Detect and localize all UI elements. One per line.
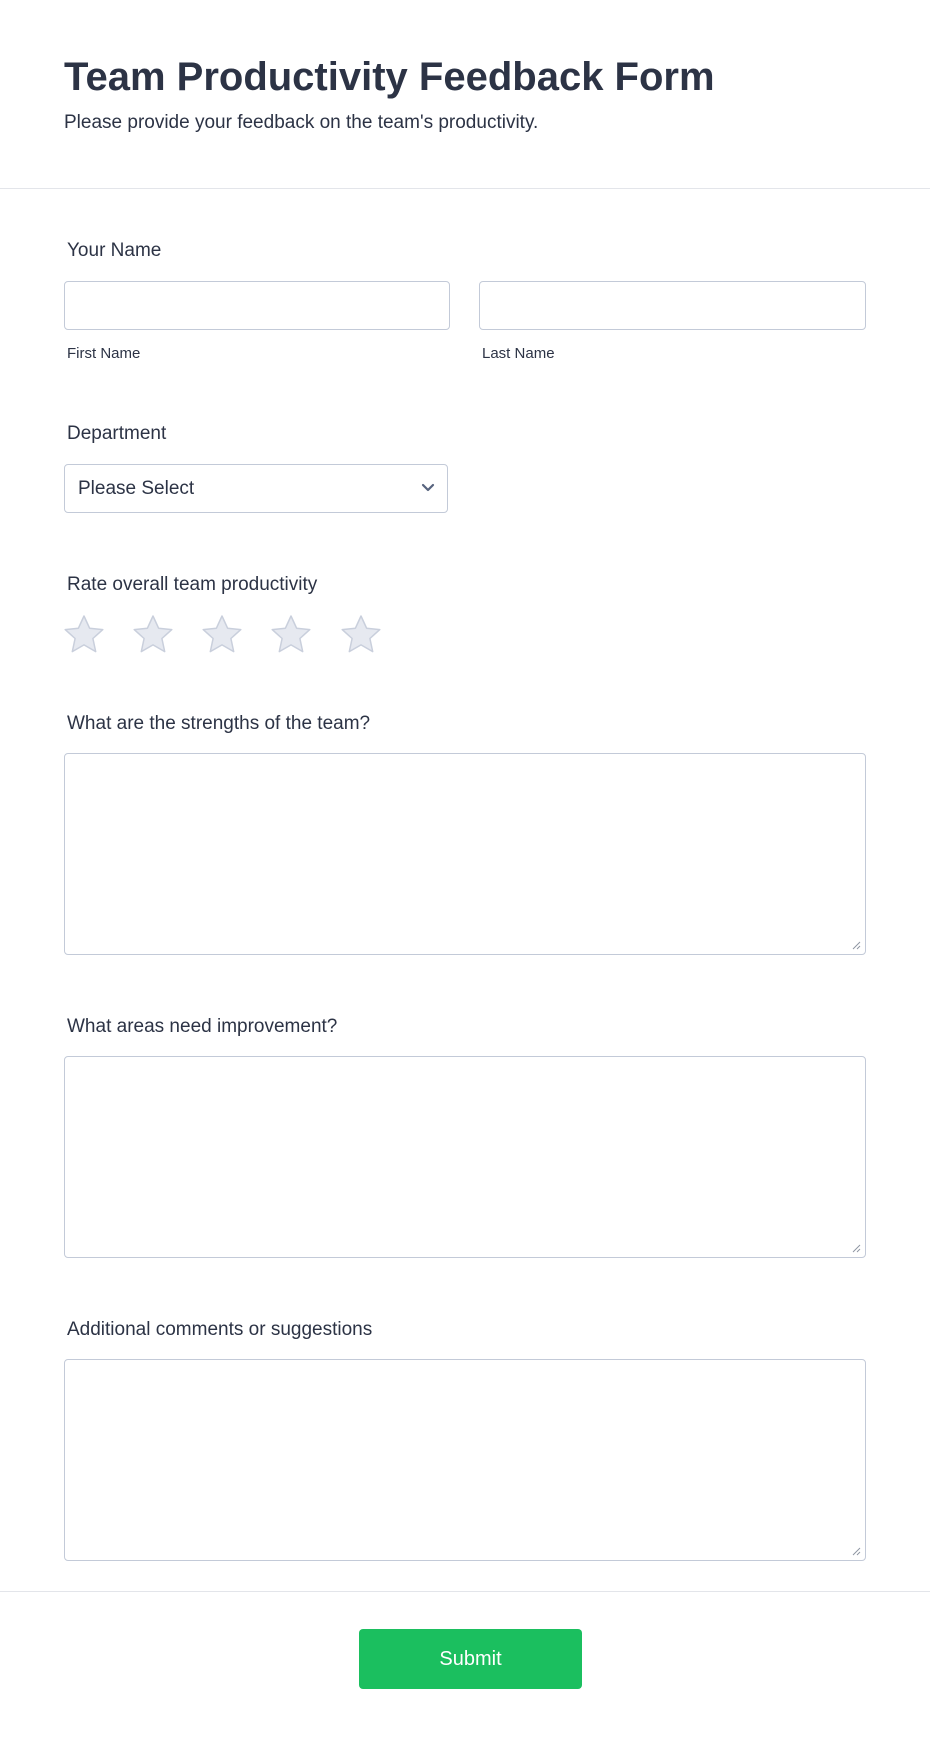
strengths-label: What are the strengths of the team?	[67, 713, 371, 734]
strengths-textarea[interactable]	[64, 753, 866, 955]
name-label: Your Name	[67, 240, 162, 261]
star-icon[interactable]	[201, 614, 243, 654]
last-name-input[interactable]	[479, 281, 866, 330]
star-icon[interactable]	[132, 614, 174, 654]
star-icon[interactable]	[340, 614, 382, 654]
improvement-label: What areas need improvement?	[67, 1016, 338, 1037]
department-label: Department	[67, 423, 167, 444]
comments-label: Additional comments or suggestions	[67, 1319, 373, 1340]
page-subtitle: Please provide your feedback on the team's productivity.	[64, 112, 539, 133]
last-name-sublabel: Last Name	[482, 345, 555, 362]
comments-textarea[interactable]	[64, 1359, 866, 1561]
header-divider	[0, 188, 930, 189]
improvement-textarea[interactable]	[64, 1056, 866, 1258]
department-select[interactable]	[64, 464, 448, 513]
star-icon[interactable]	[63, 614, 105, 654]
star-icon[interactable]	[270, 614, 312, 654]
first-name-sublabel: First Name	[67, 345, 141, 362]
resize-grip-icon[interactable]	[851, 1546, 861, 1556]
first-name-input[interactable]	[64, 281, 450, 330]
page-title: Team Productivity Feedback Form	[64, 55, 715, 99]
resize-grip-icon[interactable]	[851, 940, 861, 950]
department-select-value: Please Select	[78, 478, 195, 499]
resize-grip-icon[interactable]	[851, 1243, 861, 1253]
footer-divider	[0, 1591, 930, 1592]
rating-label: Rate overall team productivity	[67, 574, 318, 595]
submit-button[interactable]: Submit	[359, 1629, 582, 1689]
form-header	[64, 50, 866, 136]
chevron-down-icon	[421, 483, 435, 493]
